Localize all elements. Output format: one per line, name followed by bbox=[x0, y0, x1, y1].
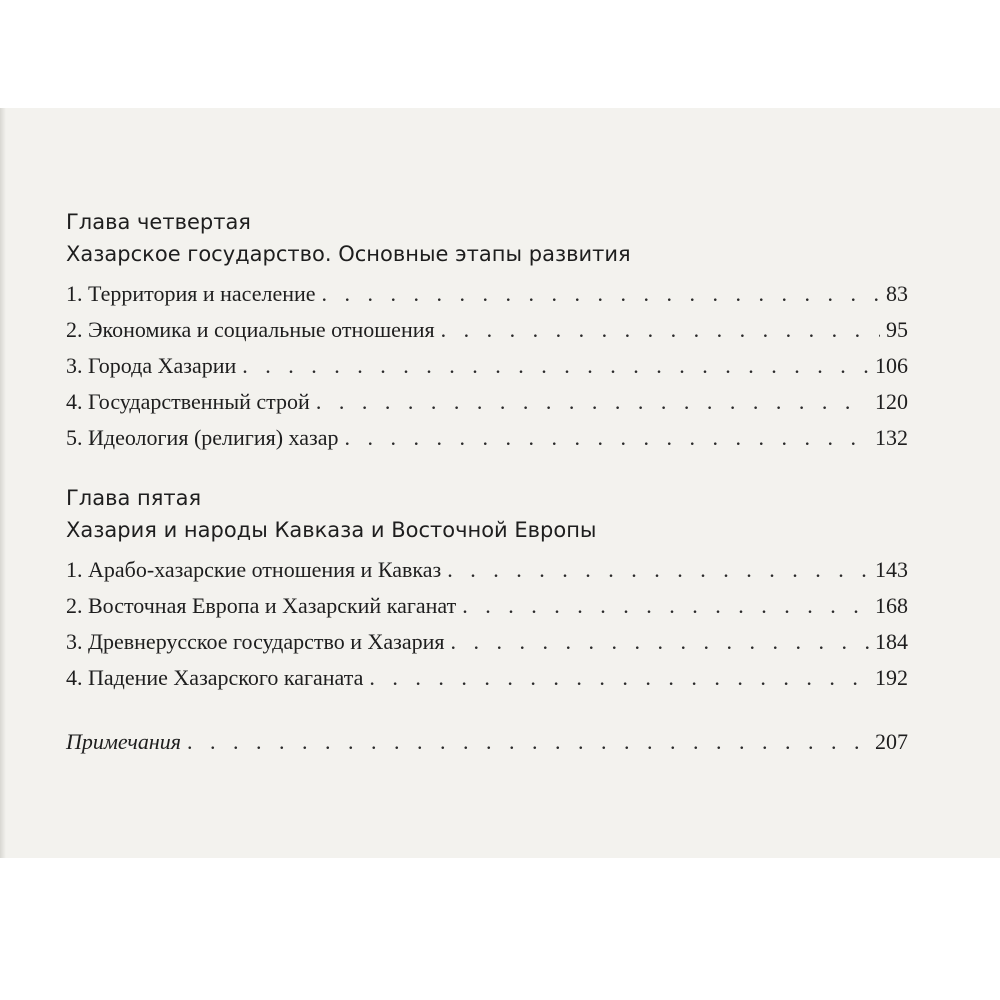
entry-title: 2. Экономика и социальные отношения bbox=[66, 317, 435, 342]
entry-title: 3. Древнерусское государство и Хазария bbox=[66, 629, 445, 654]
notes-entry[interactable] bbox=[66, 724, 908, 760]
toc-entry[interactable] bbox=[66, 552, 908, 588]
dot-leader bbox=[344, 420, 869, 456]
dot-leader bbox=[369, 660, 869, 696]
entry-page-number: 184 bbox=[875, 629, 908, 654]
dot-leader bbox=[187, 724, 869, 760]
entry-page-number: 132 bbox=[875, 425, 908, 450]
notes-page-number: 207 bbox=[875, 729, 908, 754]
notes-title: Примечания bbox=[66, 729, 182, 754]
entry-title: 4. Падение Хазарского каганата bbox=[66, 665, 364, 690]
toc-entry[interactable] bbox=[66, 624, 908, 660]
toc-entry[interactable] bbox=[66, 348, 908, 384]
dot-leader bbox=[451, 624, 869, 660]
chapter-number-label: Глава четвертая bbox=[66, 210, 251, 234]
entry-title: 4. Государственный строй bbox=[66, 389, 310, 414]
page-edge-shadow bbox=[0, 108, 6, 858]
entry-title: 3. Города Хазарии bbox=[66, 353, 237, 378]
chapter-entries bbox=[66, 552, 908, 696]
dot-leader bbox=[322, 276, 880, 312]
entry-title: 5. Идеология (религия) хазар bbox=[66, 425, 339, 450]
entry-title: 1. Арабо-хазарские отношения и Кавказ bbox=[66, 557, 442, 582]
entry-page-number: 143 bbox=[875, 557, 908, 582]
entry-title: 2. Восточная Европа и Хазарский каганат bbox=[66, 593, 457, 618]
chapter-number-label: Глава пятая bbox=[66, 486, 202, 510]
table-of-contents bbox=[66, 208, 908, 760]
chapter-five-section bbox=[66, 484, 908, 696]
chapter-four-section bbox=[66, 208, 908, 456]
entry-page-number: 120 bbox=[875, 389, 908, 414]
toc-entry[interactable] bbox=[66, 276, 908, 312]
dot-leader bbox=[316, 384, 869, 420]
entry-page-number: 106 bbox=[875, 353, 908, 378]
bottom-margin bbox=[0, 858, 1000, 1000]
entry-page-number: 168 bbox=[875, 593, 908, 618]
dot-leader bbox=[447, 552, 869, 588]
chapter-title: Хазарское государство. Основные этапы развития bbox=[66, 242, 631, 266]
toc-entry[interactable] bbox=[66, 312, 908, 348]
top-margin bbox=[0, 0, 1000, 108]
entry-title: 1. Территория и население bbox=[66, 281, 316, 306]
entry-page-number: 95 bbox=[886, 317, 908, 342]
dot-leader bbox=[441, 312, 880, 348]
dot-leader bbox=[242, 348, 869, 384]
toc-entry[interactable] bbox=[66, 588, 908, 624]
toc-entry[interactable] bbox=[66, 384, 908, 420]
entry-page-number: 83 bbox=[886, 281, 908, 306]
chapter-title: Хазария и народы Кавказа и Восточной Европы bbox=[66, 518, 597, 542]
entry-page-number: 192 bbox=[875, 665, 908, 690]
dot-leader bbox=[462, 588, 869, 624]
chapter-entries bbox=[66, 276, 908, 456]
toc-entry[interactable] bbox=[66, 660, 908, 696]
toc-entry[interactable] bbox=[66, 420, 908, 456]
